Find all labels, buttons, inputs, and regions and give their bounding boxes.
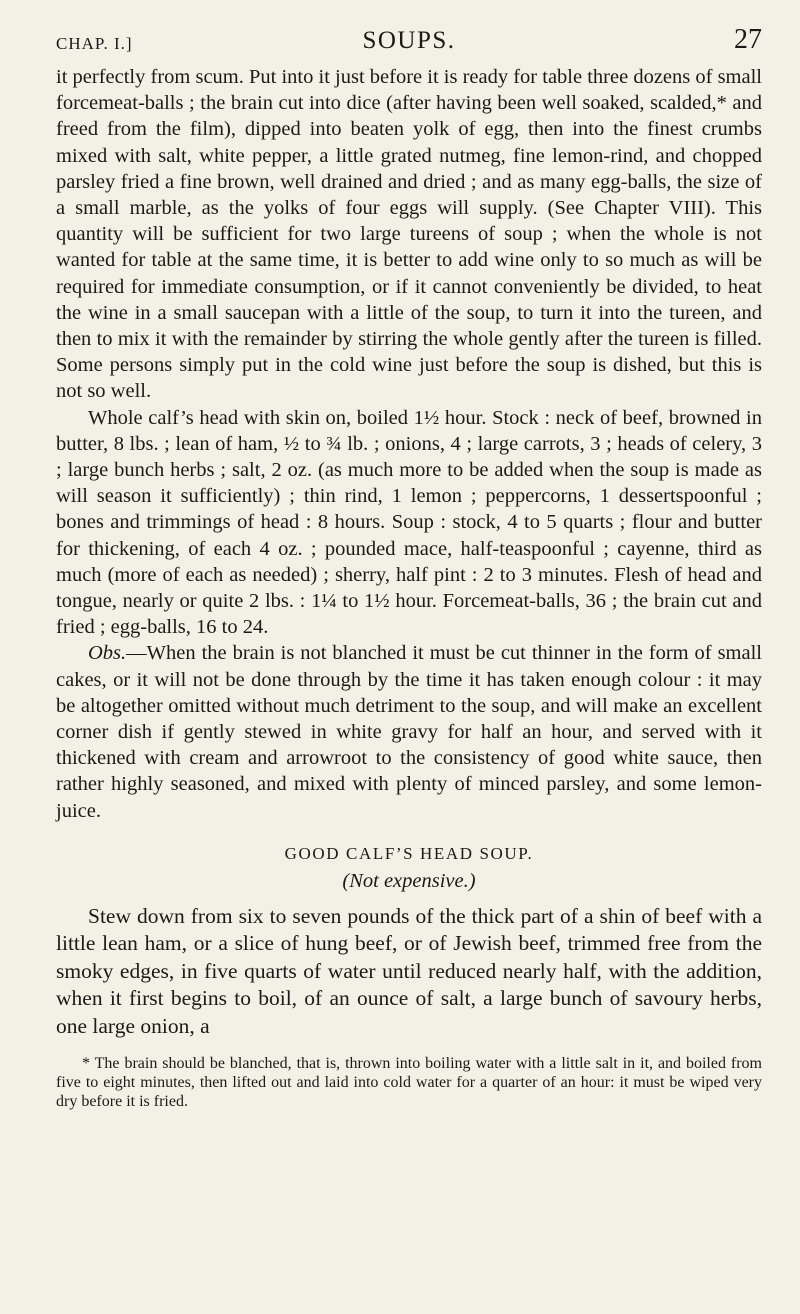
chapter-marker: CHAP. I.]: [56, 34, 133, 53]
obs-text: —When the brain is not blanched it must be cut thinner in the form of small cakes, or it will not be done through by the time it has taken enough colour : it may be altogether omitted without much detriment to the soup, and will make an excellent corner dish if gently stewed in white gravy for half an hour, and served with it thickened with cream and arrowroot to the consistency of good white sauce, then rather highly seasoned, and mixed with plenty of minced parsley, and some lemon-juice.: [56, 642, 762, 822]
section-subheading: (Not expensive.): [342, 869, 476, 892]
book-page: [56, 22, 762, 1302]
section-heading: GOOD CALF’S HEAD SOUP.: [284, 843, 534, 863]
running-title: SOUPS.: [362, 27, 456, 54]
section-paragraph: Stew down from six to seven pounds of the thick part of a shin of beef with a little lean ham, or a slice of hung beef, or of Jewish beef, trimmed free from the smoky edges, in five quarts of water until reduced nearly half, with the addition, when it first begins to boil, of an ounce of salt, a large bunch of savoury herbs, one large onion, a: [56, 903, 762, 1038]
section-body: [56, 903, 762, 1041]
paragraph-observation: [56, 640, 762, 823]
paragraph-continuation: it perfectly from scum. Put into it just before it is ready for table three dozens of small forcemeat-balls ; the brain cut into dice (after having been well soaked, scalded,* and freed from the film), dipped into beaten yolk of egg, then into the finest crumbs mixed with salt, white pepper, a little grated nutmeg, fine lemon-rind, and chopped parsley fried a fine brown, well drained and dried ; and as many egg-balls, the size of a small marble, as the yolks of four eggs will supply. (See Chapter VIII). This quantity will be sufficient for two large tureens of soup ; when the whole is not wanted for table at the same time, it is better to add wine only to so much as will be required for immediate consumption, or if it cannot conveniently be divided, to heat the wine in a small saucepan with a little of the soup, to turn it into the tureen, and then to mix it with the remainder by stirring the whole gently after the tureen is filled. Some persons simply put in the cold wine just before the soup is dished, but this is not so well.: [56, 66, 762, 403]
running-head: [56, 22, 762, 64]
obs-label: Obs.: [88, 642, 127, 665]
page-number: 27: [734, 24, 762, 55]
paragraph-ingredients: Whole calf’s head with skin on, boiled 1½ hour. Stock : neck of beef, browned in butter, 8 lbs. ; lean of ham, ½ to ¾ lb. ; onions, 4 ; large carrots, 3 ; heads of celery, 3 ; large bunch herbs ; salt, 2 oz. (as much more to be added when the soup is made as will season it sufficiently) ; thin rind, 1 lemon ; peppercorns, 1 dessertspoonful ; bones and trimmings of head : 8 hours. Soup : stock, 4 to 5 quarts ; flour and butter for thickening, of each 4 oz. ; pounded mace, half-teaspoonful ; cayenne, third as much (more of each as needed) ; sherry, half pint : 2 to 3 minutes. Flesh of head and tongue, nearly or quite 2 lbs. : 1¼ to 1½ hour. Forcemeat-balls, 36 ; the brain cut and fried ; egg-balls, 16 to 24.: [56, 406, 762, 639]
recipe-text: [56, 64, 762, 824]
footnote: [56, 1054, 762, 1111]
footnote-text: * The brain should be blanched, that is, thrown into boiling water with a little salt in it, and boiled from five to eight minutes, then lifted out and laid into cold water for a quarter of an hour: it must be wiped very dry before it is fried.: [56, 1055, 762, 1111]
